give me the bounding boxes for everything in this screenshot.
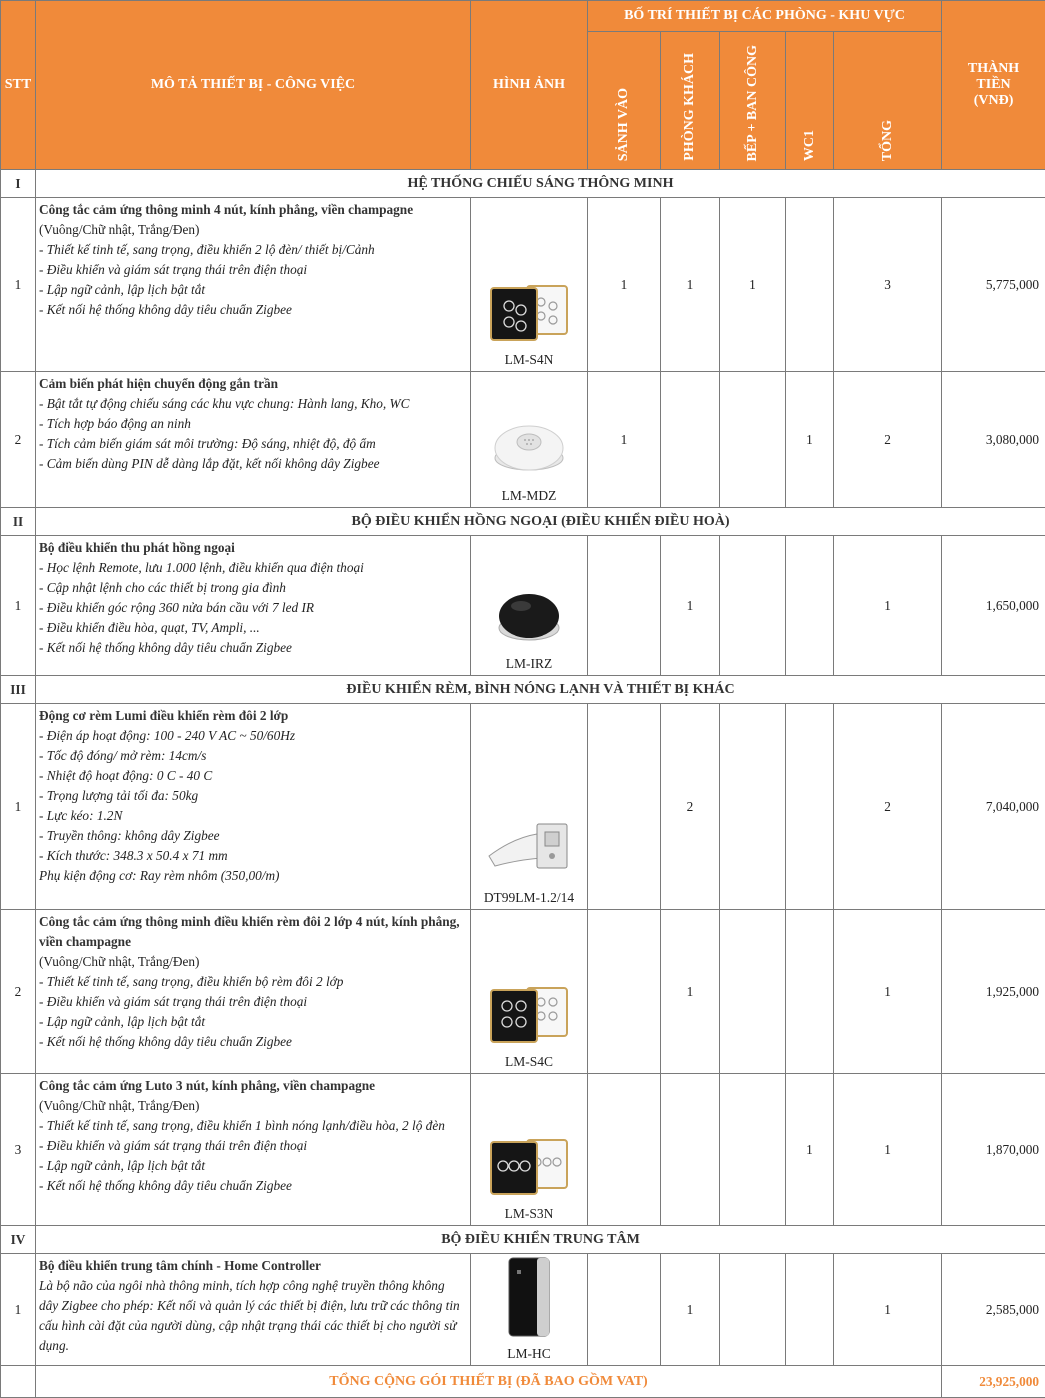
header-room-living: PHÒNG KHÁCH [661, 32, 720, 170]
item-feature: - Kết nối hệ thống không dây tiêu chuẩn Zigbee [39, 1032, 466, 1052]
qty-total: 2 [834, 372, 942, 508]
item-feature: - Truyền thông: không dây Zigbee [39, 826, 466, 846]
row-number: 1 [1, 536, 36, 676]
table-row [1, 372, 1045, 508]
item-feature: - Học lệnh Remote, lưu 1.000 lệnh, điều khiển qua điện thoại [39, 558, 466, 578]
item-image [471, 198, 588, 372]
item-feature: - Điều khiển điều hòa, quạt, TV, Ampli, ... [39, 618, 466, 638]
item-description [36, 372, 471, 508]
item-amount: 1,925,000 [942, 910, 1045, 1074]
item-feature: - Cập nhật lệnh cho các thiết bị trong gia đình [39, 578, 466, 598]
item-feature: - Lập ngữ cảnh, lập lịch bật tắt [39, 1012, 466, 1032]
qty-lobby [588, 704, 661, 910]
qty-lobby [588, 1074, 661, 1226]
item-image [471, 1254, 588, 1366]
table-row [1, 536, 1045, 676]
qty-lobby: 1 [588, 372, 661, 508]
row-number: 1 [1, 198, 36, 372]
item-variant: (Vuông/Chữ nhật, Trắng/Đen) [39, 1096, 466, 1116]
switch-4-button-icon [483, 282, 575, 346]
model-code: DT99LM-1.2/14 [471, 890, 587, 909]
item-feature: - Lập ngữ cảnh, lập lịch bật tắt [39, 1156, 466, 1176]
item-variant: (Vuông/Chữ nhật, Trắng/Đen) [39, 952, 466, 972]
qty-total: 1 [834, 1074, 942, 1226]
header-description: MÔ TẢ THIẾT BỊ - CÔNG VIỆC [36, 1, 471, 170]
item-feature: - Tích cảm biến giám sát môi trường: Độ sáng, nhiệt độ, độ ẩm [39, 434, 466, 454]
item-feature: - Thiết kế tinh tế, sang trọng, điều khiển 2 lộ đèn/ thiết bị/Cảnh [39, 240, 466, 260]
qty-living-room: 1 [661, 1254, 720, 1366]
item-variant: (Vuông/Chữ nhật, Trắng/Đen) [39, 220, 466, 240]
model-code: LM-S4C [471, 1054, 587, 1073]
table-row [1, 1074, 1045, 1226]
section-number: II [1, 508, 36, 536]
header-image: HÌNH ẢNH [471, 1, 588, 170]
qty-wc1: 1 [786, 1074, 834, 1226]
qty-total: 1 [834, 910, 942, 1074]
table-row [1, 1254, 1045, 1366]
section-title: BỘ ĐIỀU KHIỂN TRUNG TÂM [36, 1226, 1045, 1254]
item-feature: - Bật tắt tự động chiếu sáng các khu vực chung: Hành lang, Kho, WC [39, 394, 466, 414]
item-feature: - Điều khiển và giám sát trạng thái trên điện thoại [39, 992, 466, 1012]
item-feature: - Điều khiển và giám sát trạng thái trên điện thoại [39, 1136, 466, 1156]
qty-living-room [661, 372, 720, 508]
qty-kitchen-balcony: 1 [720, 198, 786, 372]
qty-total: 1 [834, 536, 942, 676]
table-row [1, 198, 1045, 372]
item-amount: 5,775,000 [942, 198, 1045, 372]
qty-kitchen-balcony [720, 1254, 786, 1366]
qty-lobby [588, 536, 661, 676]
item-amount: 1,650,000 [942, 536, 1045, 676]
qty-total: 1 [834, 1254, 942, 1366]
item-image [471, 372, 588, 508]
qty-kitchen-balcony [720, 1074, 786, 1226]
qty-kitchen-balcony [720, 536, 786, 676]
item-description [36, 198, 471, 372]
table-row [1, 704, 1045, 910]
qty-lobby [588, 910, 661, 1074]
header-layout-group: BỐ TRÍ THIẾT BỊ CÁC PHÒNG - KHU VỰC [588, 1, 942, 32]
section-title: HỆ THỐNG CHIẾU SÁNG THÔNG MINH [36, 170, 1045, 198]
header-room-total: TỔNG [834, 32, 942, 170]
row-number: 2 [1, 372, 36, 508]
item-feature: - Điện áp hoạt động: 100 - 240 V AC ~ 50/60Hz [39, 726, 466, 746]
curtain-switch-icon [483, 984, 575, 1048]
section-number: I [1, 170, 36, 198]
item-feature: - Kết nối hệ thống không dây tiêu chuẩn Zigbee [39, 1176, 466, 1196]
qty-wc1 [786, 536, 834, 676]
qty-lobby [588, 1254, 661, 1366]
section-row [1, 676, 1045, 704]
qty-living-room: 2 [661, 704, 720, 910]
item-feature: - Cảm biến dùng PIN dễ dàng lắp đặt, kết nối không dây Zigbee [39, 454, 466, 474]
model-code: LM-S4N [471, 352, 587, 371]
item-description [36, 910, 471, 1074]
item-amount: 7,040,000 [942, 704, 1045, 910]
item-feature: - Thiết kế tinh tế, sang trọng, điều khiển bộ rèm đôi 2 lớp [39, 972, 466, 992]
item-feature: Là bộ não của ngôi nhà thông minh, tích hợp công nghệ truyền thông không dây Zigbee cho phép: Kết nối và quản lý các thiết bị điện, lưu trữ các thông tin cấu hình cài đặt của người dùng, cập nhật trạng thái các thiết bị cho người sử dụng. [39, 1276, 466, 1356]
section-number: IV [1, 1226, 36, 1254]
ir-remote-hub-icon [489, 586, 569, 650]
model-code: LM-IRZ [471, 656, 587, 675]
qty-wc1: 1 [786, 372, 834, 508]
item-title: Bộ điều khiển thu phát hồng ngoại [39, 538, 466, 558]
qty-total: 3 [834, 198, 942, 372]
model-code: LM-S3N [471, 1206, 587, 1225]
table-row [1, 910, 1045, 1074]
header-amount: THÀNH TIỀN (VNĐ) [942, 1, 1045, 170]
item-description [36, 536, 471, 676]
qty-wc1 [786, 910, 834, 1074]
item-title: Động cơ rèm Lumi điều khiển rèm đôi 2 lớp [39, 706, 466, 726]
section-row [1, 1226, 1045, 1254]
item-description [36, 1074, 471, 1226]
item-feature: - Thiết kế tinh tế, sang trọng, điều khiển 1 bình nóng lạnh/điều hòa, 2 lộ đèn [39, 1116, 466, 1136]
item-feature: - Trọng lượng tải tối đa: 50kg [39, 786, 466, 806]
total-row [1, 1366, 1045, 1398]
qty-wc1 [786, 1254, 834, 1366]
qty-wc1 [786, 704, 834, 910]
qty-lobby: 1 [588, 198, 661, 372]
item-description [36, 1254, 471, 1366]
header-room-kitchen: BẾP + BAN CÔNG [720, 32, 786, 170]
header-room-lobby: SẢNH VÀO [588, 32, 661, 170]
total-label: TỔNG CỘNG GÓI THIẾT BỊ (ĐÃ BAO GỒM VAT) [36, 1366, 942, 1398]
qty-kitchen-balcony [720, 910, 786, 1074]
row-number: 1 [1, 704, 36, 910]
section-number: III [1, 676, 36, 704]
row-number: 1 [1, 1254, 36, 1366]
item-amount: 3,080,000 [942, 372, 1045, 508]
qty-kitchen-balcony [720, 372, 786, 508]
item-feature: - Điều khiển góc rộng 360 nửa bán cầu với 7 led IR [39, 598, 466, 618]
item-title: Công tắc cảm ứng Luto 3 nút, kính phẳng, viền champagne [39, 1076, 466, 1096]
item-description [36, 704, 471, 910]
qty-total: 2 [834, 704, 942, 910]
item-amount: 1,870,000 [942, 1074, 1045, 1226]
header-stt: STT [1, 1, 36, 170]
qty-living-room [661, 1074, 720, 1226]
item-title: Cảm biến phát hiện chuyển động gắn trần [39, 374, 466, 394]
model-code: LM-MDZ [471, 488, 587, 507]
item-feature: - Nhiệt độ hoạt động: 0 C - 40 C [39, 766, 466, 786]
item-feature: - Tích hợp báo động an ninh [39, 414, 466, 434]
row-number: 3 [1, 1074, 36, 1226]
section-title: BỘ ĐIỀU KHIỂN HỒNG NGOẠI (ĐIỀU KHIỂN ĐIỀU HOÀ) [36, 508, 1045, 536]
item-amount: 2,585,000 [942, 1254, 1045, 1366]
header-room-wc1: WC1 [786, 32, 834, 170]
item-image [471, 704, 588, 910]
item-accessory: Phụ kiện động cơ: Ray rèm nhôm (350,00/m) [39, 866, 466, 886]
item-feature: - Lực kéo: 1.2N [39, 806, 466, 826]
item-image [471, 536, 588, 676]
qty-kitchen-balcony [720, 704, 786, 910]
qty-living-room: 1 [661, 536, 720, 676]
item-title: Công tắc cảm ứng thông minh điều khiển rèm đôi 2 lớp 4 nút, kính phẳng, viền champagne [39, 912, 466, 952]
item-feature: - Kết nối hệ thống không dây tiêu chuẩn Zigbee [39, 638, 466, 658]
home-controller-icon [499, 1254, 559, 1340]
item-image [471, 1074, 588, 1226]
section-row [1, 170, 1045, 198]
section-row [1, 508, 1045, 536]
switch-3-button-icon [483, 1136, 575, 1200]
total-spacer [1, 1366, 36, 1398]
motion-sensor-icon [489, 418, 569, 482]
item-image [471, 910, 588, 1074]
item-feature: - Lập ngữ cảnh, lập lịch bật tắt [39, 280, 466, 300]
item-title: Công tắc cảm ứng thông minh 4 nút, kính phẳng, viền champagne [39, 200, 466, 220]
item-title: Bộ điều khiển trung tâm chính - Home Controller [39, 1256, 466, 1276]
curtain-motor-icon [483, 820, 575, 884]
qty-living-room: 1 [661, 910, 720, 1074]
total-amount: 23,925,000 [942, 1366, 1045, 1398]
model-code: LM-HC [471, 1346, 587, 1365]
qty-wc1 [786, 198, 834, 372]
table-body [1, 170, 1045, 1398]
section-title: ĐIỀU KHIỂN RÈM, BÌNH NÓNG LẠNH VÀ THIẾT BỊ KHÁC [36, 676, 1045, 704]
qty-living-room: 1 [661, 198, 720, 372]
item-feature: - Tốc độ đóng/ mở rèm: 14cm/s [39, 746, 466, 766]
row-number: 2 [1, 910, 36, 1074]
item-feature: - Kích thước: 348.3 x 50.4 x 71 mm [39, 846, 466, 866]
item-feature: - Điều khiển và giám sát trạng thái trên điện thoại [39, 260, 466, 280]
item-feature: - Kết nối hệ thống không dây tiêu chuẩn Zigbee [39, 300, 466, 320]
